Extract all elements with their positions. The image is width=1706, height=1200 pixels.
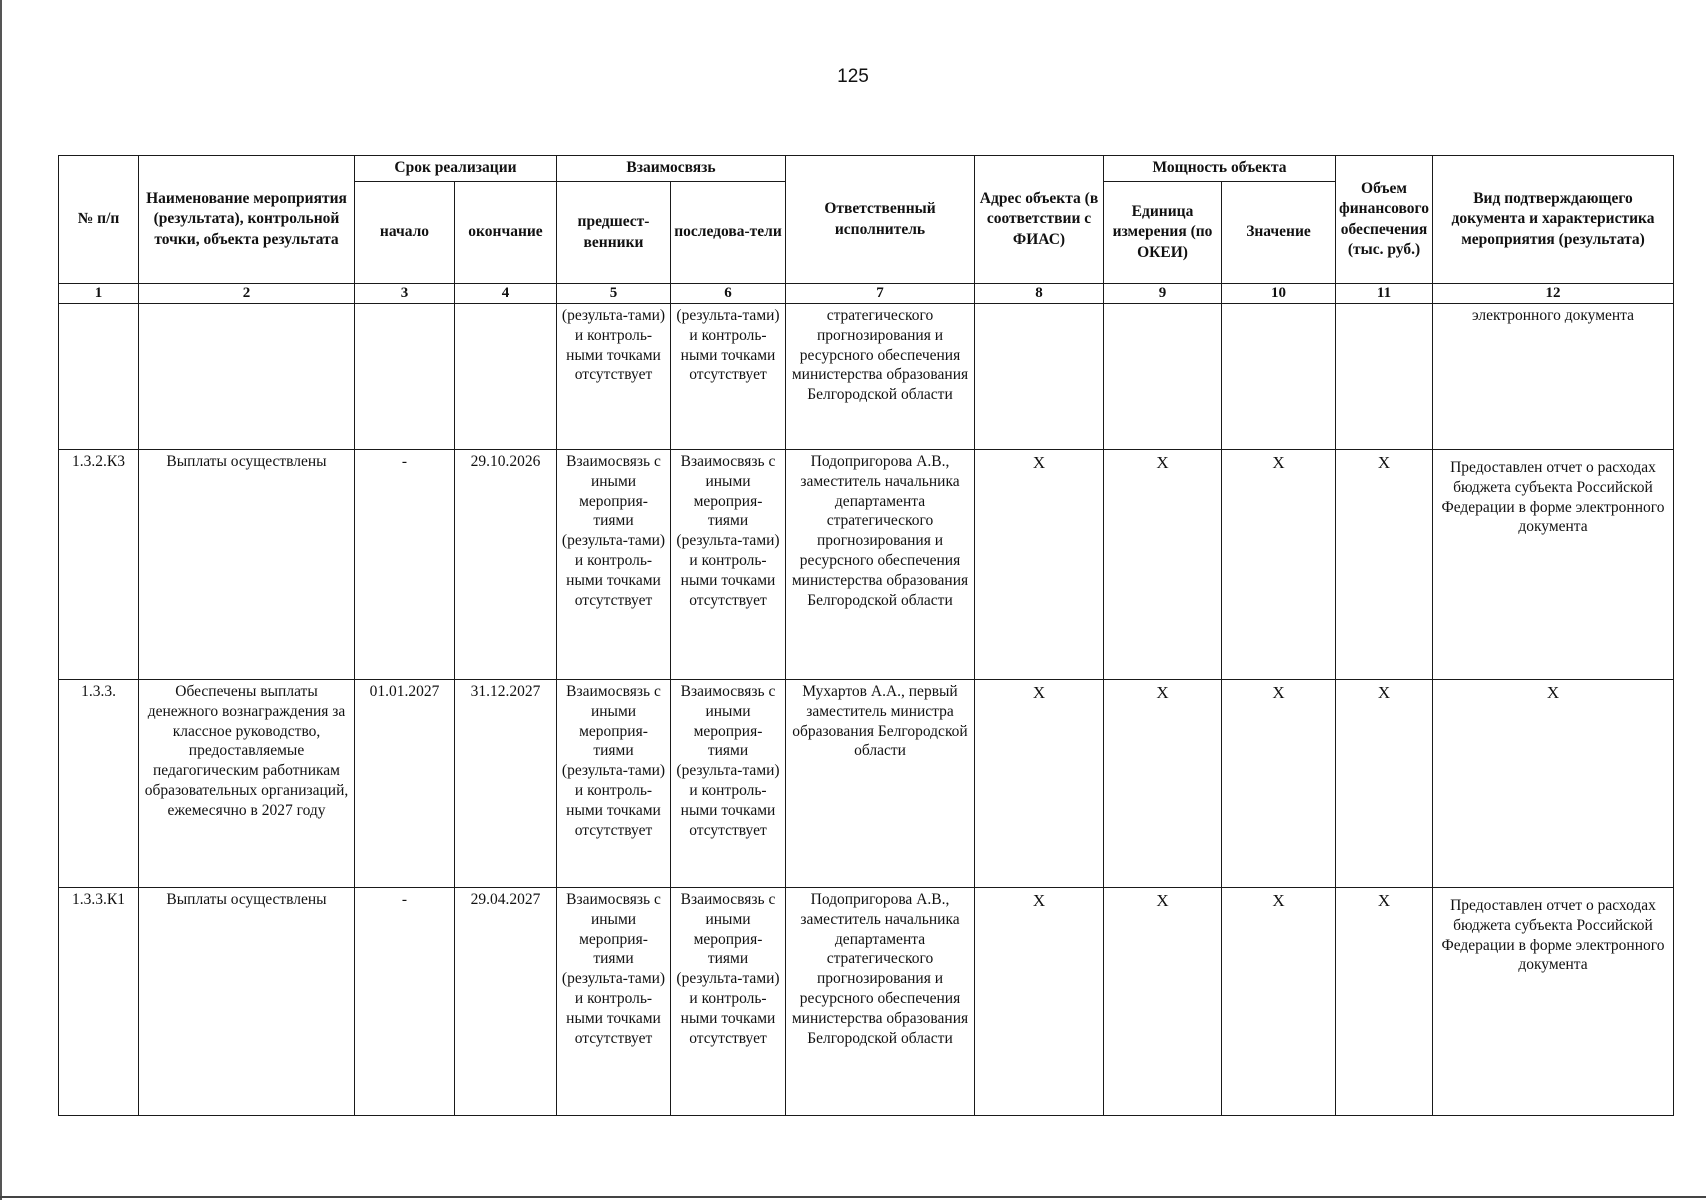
column-number: 8 — [975, 284, 1104, 304]
cell-start: - — [355, 450, 455, 680]
cell-pred: Взаимосвязь с иными мероприя-тиями (результа-тами) и контроль-ными точками отсутствует — [557, 888, 671, 1116]
cell-value: X — [1222, 888, 1336, 1116]
scan-bottom-edge — [0, 1196, 1706, 1198]
header-doc-type: Вид подтверждающего документа и характеристика мероприятия (результата) — [1433, 156, 1674, 284]
table-row — [59, 304, 1674, 450]
cell-funding: X — [1336, 450, 1433, 680]
cell-end: 29.04.2027 — [455, 888, 557, 1116]
cell-funding: X — [1336, 888, 1433, 1116]
header-capacity: Мощность объекта — [1104, 156, 1336, 182]
cell-responsible: стратегического прогнозирования и ресурсного обеспечения министерства образования Белгородской области — [786, 304, 975, 450]
cell-num — [59, 304, 139, 450]
header-unit: Единица измерения (по ОКЕИ) — [1104, 182, 1222, 284]
column-number: 6 — [671, 284, 786, 304]
cell-name: Обеспечены выплаты денежного вознаграждения за классное руководство, предоставляемые педагогическим работникам образовательных организаций, ежемесячно в 2027 году — [139, 680, 355, 888]
cell-succ: Взаимосвязь с иными мероприя-тиями (результа-тами) и контроль-ными точками отсутствует — [671, 680, 786, 888]
header-term-end: окончание — [455, 182, 557, 284]
cell-address: X — [975, 888, 1104, 1116]
cell-responsible: Подопригорова А.В., заместитель начальника департамента стратегического прогнозирования и ресурсного обеспечения министерства образования Белгородской области — [786, 888, 975, 1116]
cell-funding: X — [1336, 680, 1433, 888]
cell-doc: электронного документа — [1433, 304, 1674, 450]
cell-unit — [1104, 304, 1222, 450]
cell-pred: (результа-тами) и контроль-ными точками отсутствует — [557, 304, 671, 450]
header-responsible: Ответственный исполнитель — [786, 156, 975, 284]
cell-doc: X — [1433, 680, 1674, 888]
header-address: Адрес объекта (в соответствии с ФИАС) — [975, 156, 1104, 284]
table-row — [59, 888, 1674, 1116]
header-value: Значение — [1222, 182, 1336, 284]
cell-funding — [1336, 304, 1433, 450]
cell-unit: X — [1104, 888, 1222, 1116]
cell-start: - — [355, 888, 455, 1116]
cell-value — [1222, 304, 1336, 450]
cell-num: 1.3.3.К1 — [59, 888, 139, 1116]
header-link: Взаимосвязь — [557, 156, 786, 182]
table-row — [59, 450, 1674, 680]
header-funding: Объем финансового обеспечения (тыс. руб.) — [1336, 156, 1433, 284]
column-number: 2 — [139, 284, 355, 304]
cell-name — [139, 304, 355, 450]
column-number: 11 — [1336, 284, 1433, 304]
column-number: 1 — [59, 284, 139, 304]
cell-succ: Взаимосвязь с иными мероприя-тиями (результа-тами) и контроль-ными точками отсутствует — [671, 888, 786, 1116]
cell-start — [355, 304, 455, 450]
header-num: № п/п — [59, 156, 139, 284]
cell-end — [455, 304, 557, 450]
column-number: 7 — [786, 284, 975, 304]
cell-doc: Предоставлен отчет о расходах бюджета субъекта Российской Федерации в форме электронного документа — [1433, 888, 1674, 1116]
column-number: 3 — [355, 284, 455, 304]
plan-table — [58, 155, 1674, 1116]
column-number: 5 — [557, 284, 671, 304]
cell-num: 1.3.3. — [59, 680, 139, 888]
cell-address: X — [975, 680, 1104, 888]
column-number: 4 — [455, 284, 557, 304]
cell-responsible: Мухартов А.А., первый заместитель министра образования Белгородской области — [786, 680, 975, 888]
cell-name: Выплаты осуществлены — [139, 450, 355, 680]
cell-responsible: Подопригорова А.В., заместитель начальника департамента стратегического прогнозирования и ресурсного обеспечения министерства образования Белгородской области — [786, 450, 975, 680]
cell-address: X — [975, 450, 1104, 680]
cell-pred: Взаимосвязь с иными мероприя-тиями (результа-тами) и контроль-ными точками отсутствует — [557, 450, 671, 680]
cell-pred: Взаимосвязь с иными мероприя-тиями (результа-тами) и контроль-ными точками отсутствует — [557, 680, 671, 888]
header-link-pred: предшест-венники — [557, 182, 671, 284]
cell-num: 1.3.2.К3 — [59, 450, 139, 680]
cell-end: 31.12.2027 — [455, 680, 557, 888]
cell-unit: X — [1104, 680, 1222, 888]
cell-address — [975, 304, 1104, 450]
header-name: Наименование мероприятия (результата), контрольной точки, объекта результата — [139, 156, 355, 284]
cell-value: X — [1222, 680, 1336, 888]
cell-doc: Предоставлен отчет о расходах бюджета субъекта Российской Федерации в форме электронного документа — [1433, 450, 1674, 680]
cell-name: Выплаты осуществлены — [139, 888, 355, 1116]
header-link-succ: последова-тели — [671, 182, 786, 284]
header-term: Срок реализации — [355, 156, 557, 182]
column-number: 12 — [1433, 284, 1674, 304]
cell-succ: (результа-тами) и контроль-ными точками отсутствует — [671, 304, 786, 450]
header-term-start: начало — [355, 182, 455, 284]
scan-edge — [0, 0, 2, 1200]
cell-succ: Взаимосвязь с иными мероприя-тиями (результа-тами) и контроль-ными точками отсутствует — [671, 450, 786, 680]
cell-value: X — [1222, 450, 1336, 680]
table-row — [59, 680, 1674, 888]
cell-unit: X — [1104, 450, 1222, 680]
page-number: 125 — [837, 66, 869, 87]
cell-start: 01.01.2027 — [355, 680, 455, 888]
column-number: 9 — [1104, 284, 1222, 304]
cell-end: 29.10.2026 — [455, 450, 557, 680]
column-number: 10 — [1222, 284, 1336, 304]
